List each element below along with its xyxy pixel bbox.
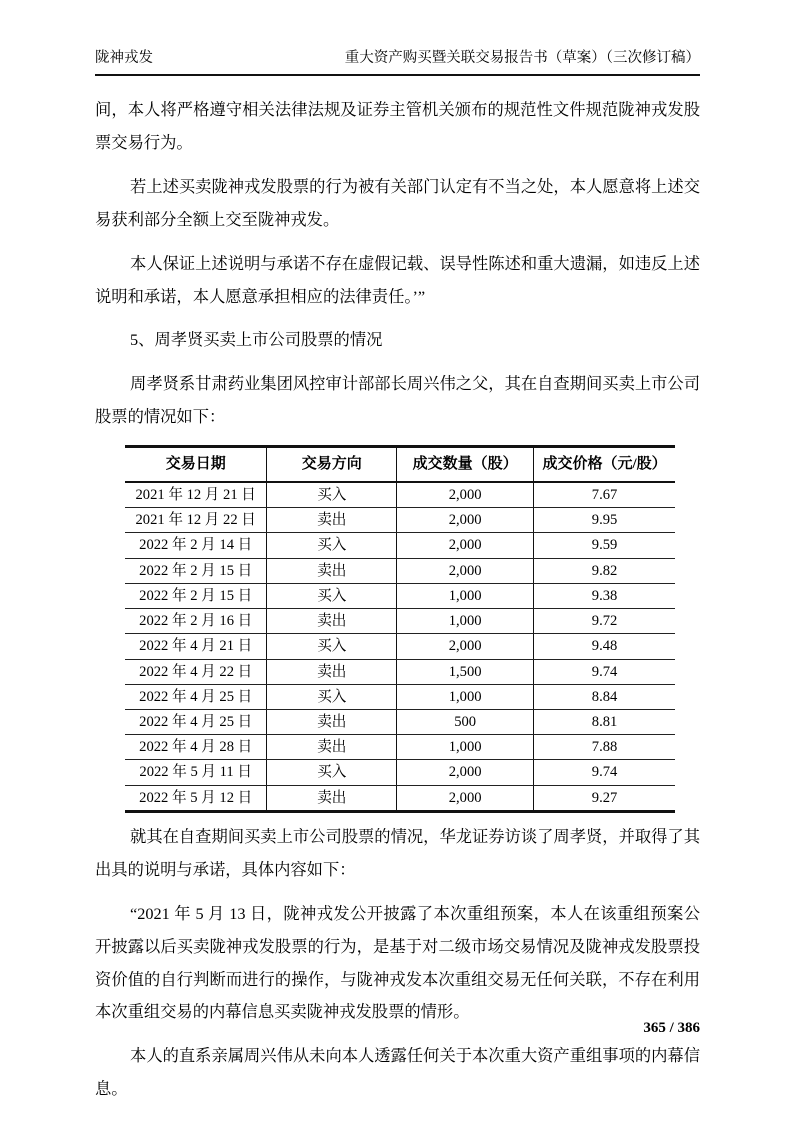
cell-price: 8.81 [534,710,675,735]
cell-price: 9.95 [534,508,675,533]
table-row [125,634,675,659]
paragraph-continuation: 间，本人将严格遵守相关法律法规及证券主管机关颁布的规范性文件规范陇神戎发股票交易行为。 [95,100,700,152]
cell-trade-date: 2022 年 4 月 22 日 [125,659,267,684]
cell-volume: 1,000 [397,609,534,634]
column-header-trade-direction: 交易方向 [267,447,397,482]
running-header [95,46,700,76]
table-header-row [125,447,675,482]
section-heading: 5、周孝贤买卖上市公司股票的情况 [130,330,383,350]
table-row [125,659,675,684]
cell-price: 8.84 [534,684,675,709]
table-row [125,609,675,634]
header-company-name: 陇神戎发 [95,50,153,66]
paragraph-statement: “2021 年 5 月 13 日，陇神戎发公开披露了本次重组预案，本人在该重组预案公开披露以后买卖陇神戎发股票的行为，是基于对二级市场交易情况及陇神戎发股票投资价值的自行判断而进行的操作，与陇神戎发本次重组交易无任何关联，不存在利用本次重组交易的内幕信息买卖陇神戎发股票的情形。 [95,903,700,1022]
paragraph-family: 本人的直系亲属周兴伟从未向本人透露任何关于本次重大资产重组事项的内幕信息。 [95,1046,700,1099]
paragraph-interview: 就其在自查期间买卖上市公司股票的情况，华龙证券访谈了周孝贤，并取得了其出具的说明与承诺，具体内容如下： [95,826,700,879]
cell-trade-direction: 买入 [267,684,397,709]
cell-price: 9.27 [534,785,675,811]
column-header-volume: 成交数量（股） [397,447,534,482]
column-header-price: 成交价格（元/股） [534,447,675,482]
cell-price: 7.88 [534,735,675,760]
cell-trade-date: 2022 年 4 月 25 日 [125,710,267,735]
table-row [125,710,675,735]
cell-trade-date: 2022 年 2 月 16 日 [125,609,267,634]
document-body [95,94,700,1106]
cell-price: 9.59 [534,533,675,558]
stock-trades-table [125,445,675,813]
cell-trade-direction: 卖出 [267,710,397,735]
cell-volume: 1,000 [397,583,534,608]
cell-trade-direction: 买入 [267,482,397,508]
paragraph-table-intro: 周孝贤系甘肃药业集团风控审计部部长周兴伟之父，其在自查期间买卖上市公司股票的情况如下： [95,374,700,427]
cell-trade-date: 2022 年 5 月 11 日 [125,760,267,785]
cell-trade-direction: 卖出 [267,609,397,634]
cell-volume: 1,000 [397,684,534,709]
cell-trade-date: 2022 年 2 月 14 日 [125,533,267,558]
cell-trade-date: 2022 年 4 月 21 日 [125,634,267,659]
cell-volume: 2,000 [397,558,534,583]
cell-price: 7.67 [534,482,675,508]
cell-trade-date: 2022 年 4 月 25 日 [125,684,267,709]
column-header-trade-date: 交易日期 [125,447,267,482]
cell-trade-date: 2022 年 5 月 12 日 [125,785,267,811]
cell-trade-date: 2022 年 2 月 15 日 [125,558,267,583]
cell-price: 9.72 [534,609,675,634]
table-row [125,508,675,533]
paragraph-guarantee: 本人保证上述说明与承诺不存在虚假记载、误导性陈述和重大遗漏，如违反上述说明和承诺，本人愿意承担相应的法律责任。’” [95,253,700,306]
cell-trade-direction: 卖出 [267,735,397,760]
table-row [125,482,675,508]
cell-trade-direction: 卖出 [267,659,397,684]
cell-price: 9.74 [534,659,675,684]
table-row [125,558,675,583]
cell-price: 9.74 [534,760,675,785]
cell-volume: 2,000 [397,508,534,533]
table-row [125,684,675,709]
cell-trade-direction: 买入 [267,760,397,785]
cell-trade-direction: 买入 [267,583,397,608]
table-row [125,735,675,760]
cell-trade-date: 2021 年 12 月 21 日 [125,482,267,508]
cell-volume: 2,000 [397,533,534,558]
table-row [125,583,675,608]
page-number: 365 / 386 [643,1020,700,1036]
cell-trade-direction: 卖出 [267,508,397,533]
paragraph-return-profit: 若上述买卖陇神戎发股票的行为被有关部门认定有不当之处，本人愿意将上述交易获利部分全额上交至陇神戎发。 [95,176,700,229]
cell-volume: 1,500 [397,659,534,684]
cell-price: 9.82 [534,558,675,583]
cell-price: 9.48 [534,634,675,659]
cell-volume: 2,000 [397,760,534,785]
header-report-title: 重大资产购买暨关联交易报告书（草案）（三次修订稿） [344,50,700,66]
cell-volume: 2,000 [397,482,534,508]
cell-volume: 500 [397,710,534,735]
cell-volume: 2,000 [397,634,534,659]
cell-trade-direction: 买入 [267,634,397,659]
cell-volume: 2,000 [397,785,534,811]
table-row [125,533,675,558]
cell-trade-direction: 卖出 [267,558,397,583]
cell-trade-direction: 买入 [267,533,397,558]
cell-trade-date: 2021 年 12 月 22 日 [125,508,267,533]
table-row [125,785,675,811]
cell-trade-date: 2022 年 2 月 15 日 [125,583,267,608]
cell-volume: 1,000 [397,735,534,760]
cell-trade-date: 2022 年 4 月 28 日 [125,735,267,760]
table-row [125,760,675,785]
cell-trade-direction: 卖出 [267,785,397,811]
cell-price: 9.38 [534,583,675,608]
